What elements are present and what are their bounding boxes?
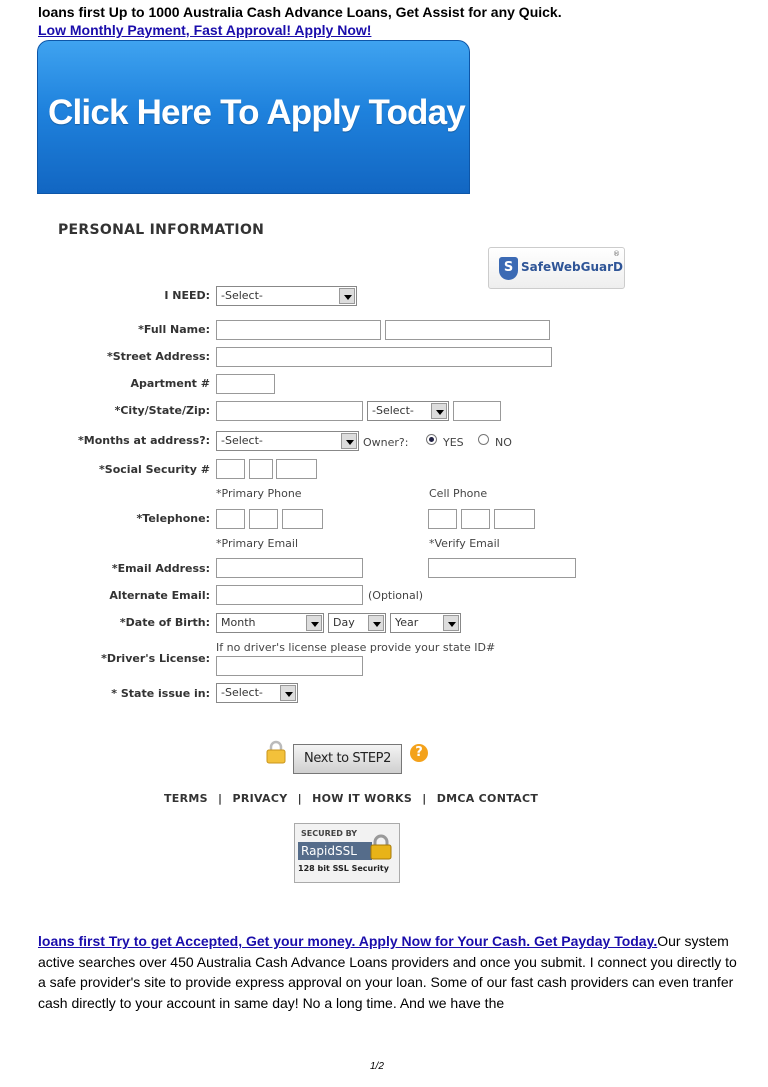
city-label: *City/State/Zip: <box>114 404 210 417</box>
dob-month-select[interactable] <box>216 613 324 633</box>
chevron-down-icon <box>368 615 384 631</box>
chevron-down-icon <box>431 403 447 419</box>
dob-year-select[interactable] <box>390 613 461 633</box>
dob-day-select[interactable] <box>328 613 386 633</box>
cell-line-input[interactable] <box>494 509 535 529</box>
ssn-part1-input[interactable] <box>216 459 245 479</box>
ssl-strength: 128 bit SSL Security <box>298 864 389 873</box>
registered-mark: ® <box>613 250 620 258</box>
state-issue-select[interactable] <box>216 683 298 703</box>
chevron-down-icon <box>443 615 459 631</box>
state-select-value: -Select- <box>372 404 414 417</box>
body-text: Our system active searches over 450 Australia Cash Advance Loans providers and once you submit. I connect you directly to a safe provider's site to provide express approval on your loan. Some of our fast cash providers can even tranfer cash directly to your account in same day! No a long time. And we have the <box>38 933 737 1011</box>
link-separator: | <box>297 792 302 805</box>
chevron-down-icon <box>341 433 357 449</box>
first-name-input[interactable] <box>216 320 381 340</box>
dob-year-value: Year <box>395 616 419 629</box>
owner-no-label: NO <box>495 436 512 449</box>
chevron-down-icon <box>339 288 355 304</box>
safewebguard-badge <box>488 247 625 289</box>
license-hint: If no driver's license please provide your state ID# <box>216 641 496 654</box>
city-input[interactable] <box>216 401 363 421</box>
dob-day-value: Day <box>333 616 355 629</box>
primary-phone-label: *Primary Phone <box>216 487 302 500</box>
how-it-works-link[interactable]: HOW IT WORKS <box>312 792 413 805</box>
phone-line-input[interactable] <box>282 509 323 529</box>
dmca-contact-link[interactable]: DMCA CONTACT <box>436 792 539 805</box>
privacy-link[interactable]: PRIVACY <box>232 792 288 805</box>
telephone-label: *Telephone: <box>136 512 210 525</box>
state-issue-label: * State issue in: <box>111 687 210 700</box>
page-number: 1/2 <box>370 1061 384 1072</box>
last-name-input[interactable] <box>385 320 550 340</box>
zip-input[interactable] <box>453 401 501 421</box>
cell-area-input[interactable] <box>428 509 457 529</box>
banner-text: Click Here To Apply Today <box>48 93 465 132</box>
ssn-part2-input[interactable] <box>249 459 273 479</box>
link-separator: | <box>218 792 223 805</box>
chevron-down-icon <box>280 685 296 701</box>
padlock-icon <box>367 834 395 860</box>
phone-prefix-input[interactable] <box>249 509 278 529</box>
apply-today-banner[interactable] <box>37 40 470 194</box>
ssn-part3-input[interactable] <box>276 459 317 479</box>
verify-email-input[interactable] <box>428 558 576 578</box>
alt-email-input[interactable] <box>216 585 363 605</box>
cell-prefix-input[interactable] <box>461 509 490 529</box>
application-form <box>40 210 690 900</box>
primary-email-label: *Primary Email <box>216 537 299 550</box>
owner-yes-label: YES <box>443 436 464 449</box>
badge-text: SafeWebGuarD <box>521 260 624 274</box>
email-label: *Email Address: <box>111 562 210 575</box>
apartment-label: Apartment # <box>130 377 210 390</box>
optional-label: (Optional) <box>368 589 424 602</box>
need-select[interactable] <box>216 286 357 306</box>
street-input[interactable] <box>216 347 552 367</box>
rapidssl-badge <box>294 823 400 883</box>
owner-no-radio[interactable] <box>478 434 489 445</box>
license-label: *Driver's License: <box>101 652 210 665</box>
section-title: PERSONAL INFORMATION <box>58 222 265 238</box>
phone-area-input[interactable] <box>216 509 245 529</box>
alt-email-label: Alternate Email: <box>109 589 210 602</box>
dob-label: *Date of Birth: <box>119 616 210 629</box>
owner-yes-radio[interactable] <box>426 434 437 445</box>
cell-phone-label: Cell Phone <box>429 487 488 500</box>
owner-label: Owner?: <box>363 436 409 449</box>
verify-email-label: *Verify Email <box>429 537 500 550</box>
next-step-button[interactable]: Next to STEP2 <box>293 744 402 774</box>
lock-icon <box>266 740 286 764</box>
footer-links <box>164 792 538 805</box>
help-icon[interactable]: ? <box>410 744 428 762</box>
apartment-input[interactable] <box>216 374 275 394</box>
link-separator: | <box>422 792 427 805</box>
street-label: *Street Address: <box>106 350 210 363</box>
license-input[interactable] <box>216 656 363 676</box>
state-issue-value: -Select- <box>221 686 263 699</box>
ssl-brand: RapidSSL <box>298 842 372 860</box>
state-select[interactable] <box>367 401 449 421</box>
months-label: *Months at address?: <box>78 434 210 447</box>
need-label: I NEED: <box>164 289 210 302</box>
dob-month-value: Month <box>221 616 256 629</box>
ssl-secured-by: SECURED BY <box>301 829 358 838</box>
apply-now-link[interactable]: Low Monthly Payment, Fast Approval! Apply Now! <box>38 22 372 38</box>
shield-icon: S <box>499 257 518 280</box>
months-select-value: -Select- <box>221 434 263 447</box>
need-select-value: -Select- <box>221 289 263 302</box>
chevron-down-icon <box>306 615 322 631</box>
body-link[interactable]: loans first Try to get Accepted, Get your money. Apply Now for Your Cash. Get Payday Today. <box>38 933 658 949</box>
full-name-label: *Full Name: <box>138 323 210 336</box>
body-paragraph <box>38 931 738 1013</box>
page-title: loans first Up to 1000 Australia Cash Advance Loans, Get Assist for any Quick. <box>38 4 562 20</box>
email-input[interactable] <box>216 558 363 578</box>
months-select[interactable] <box>216 431 359 451</box>
terms-link[interactable]: TERMS <box>164 792 208 805</box>
ssn-label: *Social Security # <box>99 463 210 476</box>
